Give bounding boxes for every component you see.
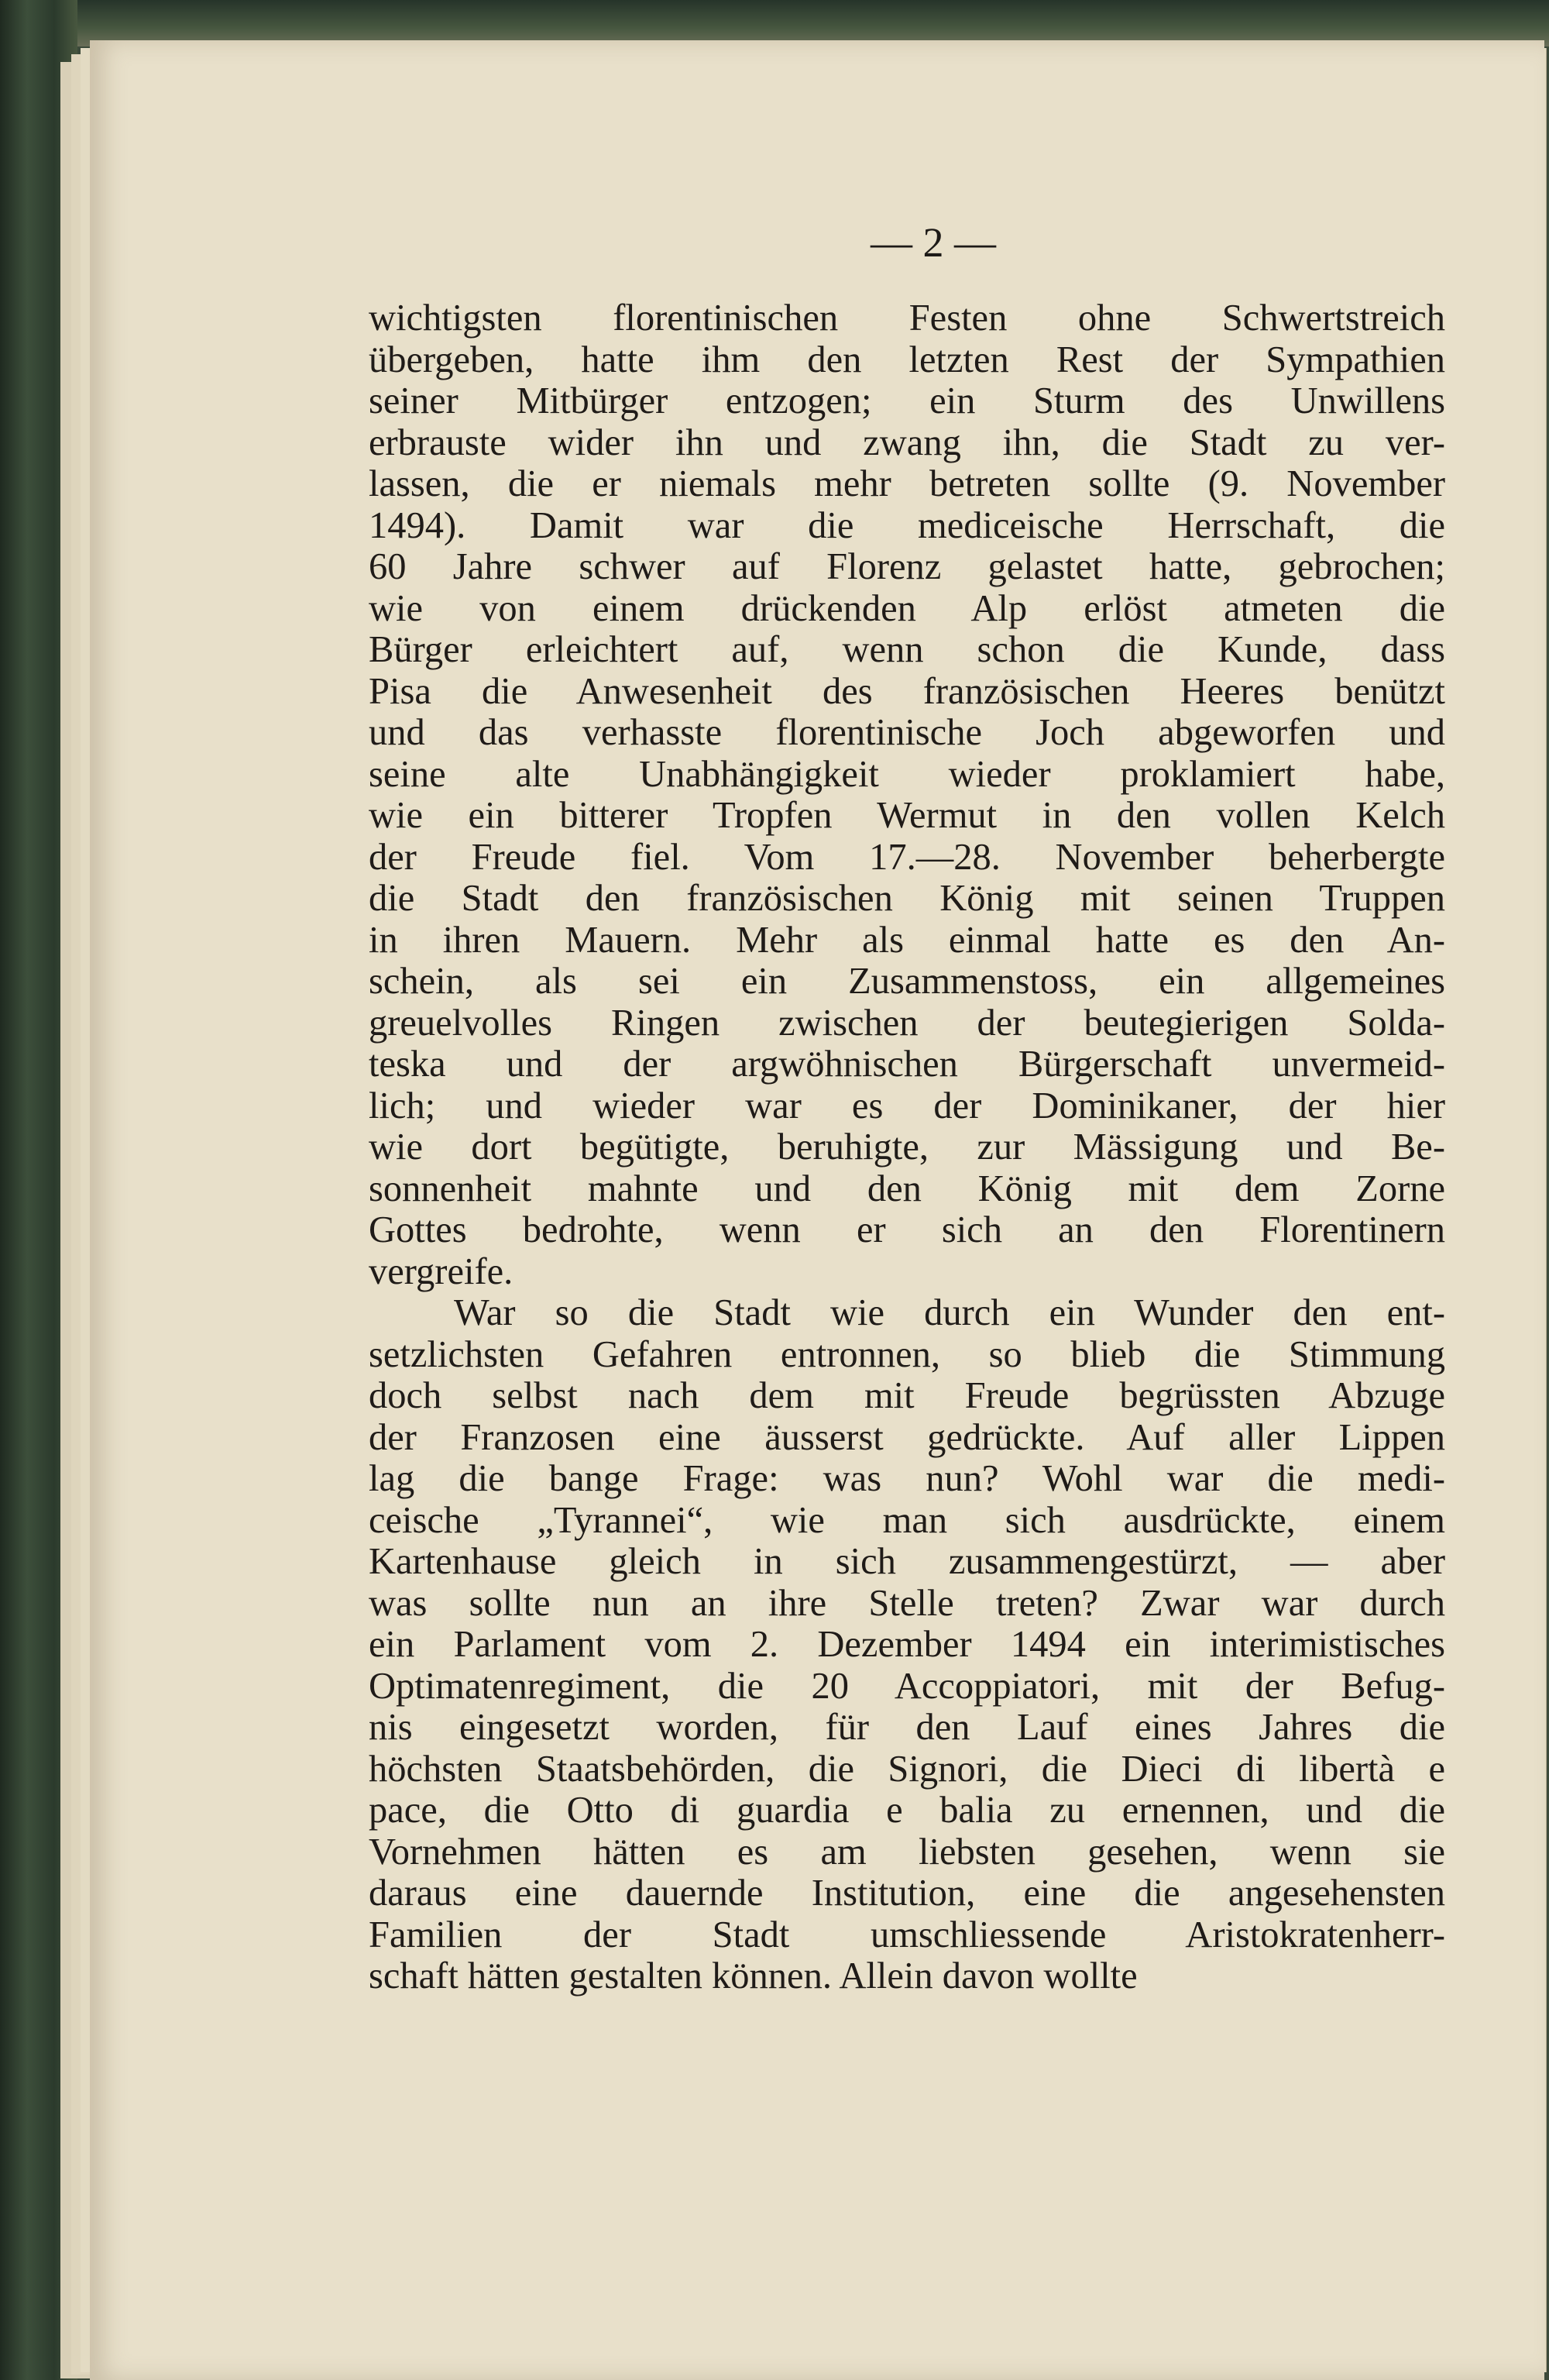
text-line: vergreife.	[369, 1250, 513, 1292]
text-line: pace, die Otto di guardia e balia zu ernennen, und die	[369, 1790, 1445, 1831]
page-number: — 2 —	[871, 219, 996, 266]
text-line: greuelvolles Ringen zwischen der beutegierigen Solda-	[369, 1002, 1445, 1044]
text-line: daraus eine dauernde Institution, eine die angesehensten	[369, 1873, 1445, 1914]
text-line: der Franzosen eine äusserst gedrückte. Auf aller Lippen	[369, 1416, 1445, 1458]
text-line: Optimatenregiment, die 20 Accoppiatori, mit der Befug-	[369, 1665, 1445, 1707]
body-text	[369, 298, 1445, 1997]
book-cover-top	[0, 0, 1549, 46]
text-line: Vornehmen hätten es am liebsten gesehen, wenn sie	[369, 1831, 1445, 1873]
text-line: Kartenhause gleich in sich zusammengestürzt, — aber	[369, 1541, 1445, 1582]
text-line: wie von einem drückenden Alp erlöst atmeten die	[369, 587, 1445, 629]
text-line: nis eingesetzt worden, für den Lauf eines Jahres die	[369, 1707, 1445, 1748]
text-line: lag die bange Frage: was nun? Wohl war die medi-	[369, 1458, 1445, 1499]
text-line: Gottes bedrohte, wenn er sich an den Florentinern	[369, 1209, 1445, 1250]
text-line: höchsten Staatsbehörden, die Signori, die Dieci di libertà e	[369, 1748, 1445, 1790]
text-line: Familien der Stadt umschliessende Aristokratenherr-	[369, 1914, 1445, 1955]
text-line: übergeben, hatte ihm den letzten Rest der Sympathien	[369, 339, 1445, 380]
text-line: seiner Mitbürger entzogen; ein Sturm des Unwillens	[369, 380, 1445, 421]
text-line: War so die Stadt wie durch ein Wunder den ent-	[454, 1292, 1445, 1333]
text-line: 1494). Damit war die mediceische Herrschaft, die	[369, 504, 1445, 546]
text-line: ceische „Tyrannei“, wie man sich ausdrückte, einem	[369, 1499, 1445, 1541]
text-line: wichtigsten florentinischen Festen ohne Schwertstreich	[369, 298, 1445, 339]
text-line: Bürger erleichtert auf, wenn schon die Kunde, dass	[369, 629, 1445, 670]
text-line: was sollte nun an ihre Stelle treten? Zwar war durch	[369, 1582, 1445, 1624]
text-line: teska und der argwöhnischen Bürgerschaft unvermeid-	[369, 1044, 1445, 1085]
text-line: lich; und wieder war es der Dominikaner, der hier	[369, 1085, 1445, 1126]
text-line: schein, als sei ein Zusammenstoss, ein allgemeines	[369, 961, 1445, 1002]
text-line: 60 Jahre schwer auf Florenz gelastet hatte, gebrochen;	[369, 546, 1445, 587]
text-line: schaft hätten gestalten können. Allein davon wollte	[369, 1955, 1138, 1997]
text-line: erbrauste wider ihn und zwang ihn, die Stadt zu ver-	[369, 421, 1445, 463]
text-line: wie dort begütigte, beruhigte, zur Mässigung und Be-	[369, 1126, 1445, 1168]
text-line: Pisa die Anwesenheit des französischen Heeres benützt	[369, 670, 1445, 712]
text-line: und das verhasste florentinische Joch abgeworfen und	[369, 712, 1445, 753]
text-line: lassen, die er niemals mehr betreten sollte (9. November	[369, 463, 1445, 504]
text-line: wie ein bitterer Tropfen Wermut in den vollen Kelch	[369, 795, 1445, 836]
text-line: die Stadt den französischen König mit seinen Truppen	[369, 878, 1445, 919]
text-line: setzlichsten Gefahren entronnen, so blieb die Stimmung	[369, 1333, 1445, 1375]
text-line: seine alte Unabhängigkeit wieder proklamiert habe,	[369, 753, 1445, 795]
text-line: in ihren Mauern. Mehr als einmal hatte es den An-	[369, 919, 1445, 961]
text-line: sonnenheit mahnte und den König mit dem Zorne	[369, 1168, 1445, 1209]
text-line: der Freude fiel. Vom 17.—28. November beherbergte	[369, 836, 1445, 878]
text-line: ein Parlament vom 2. Dezember 1494 ein interimistisches	[369, 1624, 1445, 1665]
text-line: doch selbst nach dem mit Freude begrüssten Abzuge	[369, 1375, 1445, 1416]
